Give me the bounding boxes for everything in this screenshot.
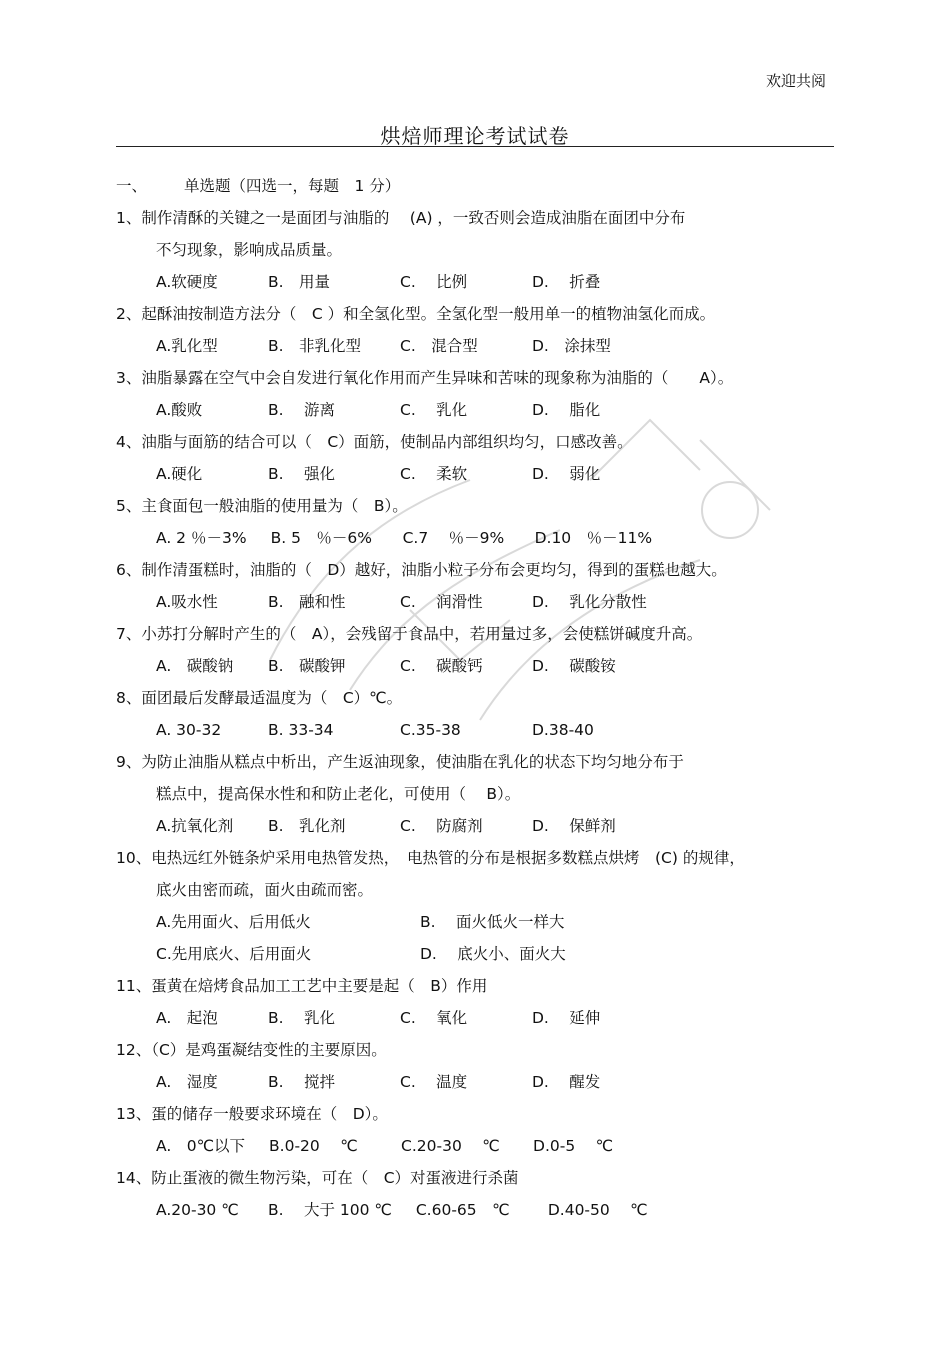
answer-option: C. 柔软 — [400, 465, 468, 483]
answer-option: C. 比例 — [400, 273, 468, 291]
answer-option: A. 湿度 — [156, 1073, 218, 1091]
question-text: 9、为防止油脂从糕点中析出，产生返油现象，使油脂在乳化的状态下均匀地分布于 — [116, 753, 684, 771]
option-row — [116, 938, 846, 970]
answer-option: D.38-40 — [532, 721, 594, 739]
option-row — [116, 1002, 846, 1034]
answer-option: C.先用底火、后用面火 — [156, 945, 312, 963]
question-text-continued: 糕点中，提高保水性和和防止老化，可使用（ B）。 — [156, 785, 521, 803]
answer-option: D.10 ％－11% — [534, 529, 653, 547]
answer-option: C. 碳酸钙 — [400, 657, 483, 675]
answer-option: B.0-20 ℃ — [269, 1137, 358, 1155]
answer-option: B. 乳化剂 — [268, 817, 346, 835]
question-text: 12、（C）是鸡蛋凝结变性的主要原因。 — [116, 1041, 387, 1059]
answer-option: B. 游离 — [268, 401, 335, 419]
option-row — [116, 266, 846, 298]
answer-option: A.酸败 — [156, 401, 203, 419]
answer-option: D. 折叠 — [532, 273, 601, 291]
option-row — [116, 330, 846, 362]
answer-option: A.先用面火、后用低火 — [156, 913, 311, 931]
option-row — [116, 394, 846, 426]
answer-option: D. 碳酸铵 — [532, 657, 616, 675]
question-text: 11、蛋黄在焙烤食品加工工艺中主要是起（ B）作用 — [116, 977, 488, 995]
answer-option: D. 弱化 — [532, 465, 601, 483]
answer-option: C.35-38 — [400, 721, 461, 739]
answer-option: C. 润滑性 — [400, 593, 483, 611]
question-text: 14、防止蛋液的微生物污染，可在（ C）对蛋液进行杀菌 — [116, 1169, 519, 1187]
question-text: 5、主食面包一般油脂的使用量为（ B）。 — [116, 497, 408, 515]
answer-option: A.乳化型 — [156, 337, 218, 355]
answer-option: B. 非乳化型 — [268, 337, 362, 355]
answer-option: B. 用量 — [268, 273, 331, 291]
question-text: 13、蛋的储存一般要求环境在（ D）。 — [116, 1105, 388, 1123]
answer-option: B. 33-34 — [268, 721, 334, 739]
answer-option: D. 脂化 — [532, 401, 601, 419]
option-row — [116, 458, 846, 490]
answer-option: C. 防腐剂 — [400, 817, 483, 835]
option-row — [116, 1130, 846, 1162]
answer-option: C.20-30 ℃ — [401, 1137, 500, 1155]
answer-option: C.7 ％－9% — [402, 529, 505, 547]
answer-option: A. 碳酸钠 — [156, 657, 234, 675]
answer-option: A. 0℃以下 — [156, 1137, 246, 1155]
option-row — [116, 586, 846, 618]
question-text: 6、制作清蛋糕时，油脂的（ D）越好，油脂小粒子分布会更均匀，得到的蛋糕也越大。 — [116, 561, 727, 579]
answer-option: C. 乳化 — [400, 401, 468, 419]
question-text: 7、小苏打分解时产生的（ A），会残留于食品中，若用量过多，会使糕饼碱度升高。 — [116, 625, 703, 643]
answer-option: A.软硬度 — [156, 273, 218, 291]
answer-option: B. 融和性 — [268, 593, 346, 611]
answer-option: A. 30-32 — [156, 721, 222, 739]
header-note: 欢迎共阅 — [765, 72, 826, 90]
answer-option: B. 面火低火一样大 — [420, 913, 565, 931]
answer-option: D.40-50 ℃ — [547, 1201, 648, 1219]
question-text-continued: 底火由密而疏，面火由疏而密。 — [156, 881, 374, 899]
section-number: 一、 — [116, 177, 148, 195]
question-text: 3、油脂暴露在空气中会自发进行氧化作用而产生异味和苦味的现象称为油脂的（ A）。 — [116, 369, 734, 387]
answer-option: D. 延伸 — [532, 1009, 601, 1027]
answer-option: D.0-5 ℃ — [533, 1137, 614, 1155]
option-row — [116, 906, 846, 938]
question-text-continued: 不匀现象，影响成品质量。 — [156, 241, 343, 259]
section-title: 单选题（四选一，每题 1 分） — [184, 177, 401, 195]
answer-option: A. 起泡 — [156, 1009, 218, 1027]
answer-option: D. 乳化分散性 — [532, 593, 647, 611]
answer-option: A.吸水性 — [156, 593, 218, 611]
answer-option: A.硬化 — [156, 465, 203, 483]
question-text: 1、制作清酥的关键之一是面团与油脂的 (A) ，一致否则会造成油脂在面团中分布 — [116, 209, 686, 227]
document-title: 烘焙师理论考试试卷 — [380, 124, 570, 148]
answer-option: C. 温度 — [400, 1073, 468, 1091]
option-row — [116, 714, 846, 746]
question-text: 2、起酥油按制造方法分（ C ）和全氢化型。全氢化型一般用单一的植物油氢化而成。 — [116, 305, 716, 323]
answer-option: C.60-65 ℃ — [415, 1201, 510, 1219]
answer-option: C. 混合型 — [400, 337, 478, 355]
answer-option: B. 乳化 — [268, 1009, 335, 1027]
option-row — [116, 810, 846, 842]
answer-option: A.抗氧化剂 — [156, 817, 234, 835]
question-text: 10、电热远红外链条炉采用电热管发热， 电热管的分布是根据多数糕点烘烤 (C) 的规律， — [116, 849, 745, 867]
answer-option: B. 碳酸钾 — [268, 657, 346, 675]
section-heading — [116, 170, 846, 202]
option-row — [116, 1066, 846, 1098]
answer-option: B. 强化 — [268, 465, 335, 483]
question-text: 8、面团最后发酵最适温度为（ C）℃。 — [116, 689, 403, 707]
answer-option: D. 底火小、面火大 — [420, 945, 566, 963]
answer-option: D. 涂抹型 — [532, 337, 611, 355]
answer-option: D. 醒发 — [532, 1073, 601, 1091]
question-list — [116, 202, 846, 1226]
exam-content — [116, 170, 846, 1226]
answer-option: A. 2 ％－3% — [156, 529, 247, 547]
answer-option: B. 大于 100 ℃ — [268, 1201, 392, 1219]
option-row — [116, 1194, 846, 1226]
answer-option: B. 5 ％－6% — [270, 529, 373, 547]
title-divider — [116, 146, 834, 147]
answer-option: D. 保鲜剂 — [532, 817, 616, 835]
option-row — [116, 650, 846, 682]
answer-option: C. 氧化 — [400, 1009, 468, 1027]
question-text: 4、油脂与面筋的结合可以（ C）面筋，使制品内部组织均匀，口感改善。 — [116, 433, 633, 451]
answer-option: A.20-30 ℃ — [156, 1201, 239, 1219]
option-row — [116, 522, 846, 554]
answer-option: B. 搅拌 — [268, 1073, 335, 1091]
